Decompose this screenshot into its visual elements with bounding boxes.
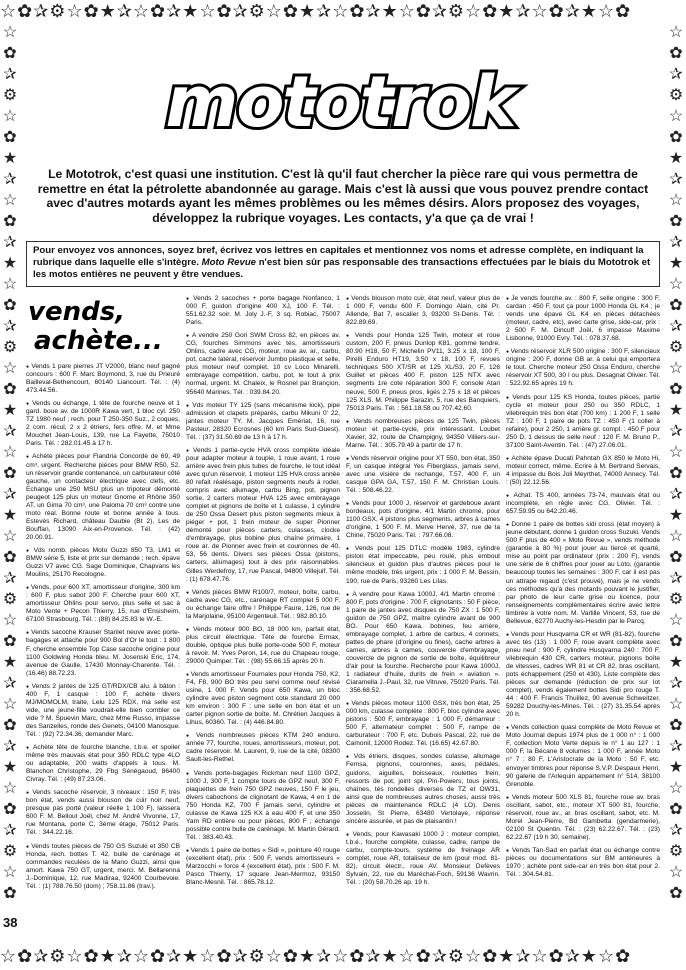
classified-ad: ● Vends 2 sacoches + porte bagage Nonfanco, 1 000 F, guidon d'origine 400 XJ, 100 F. Tél. : 551.62.32 soir. M. Joly J.-F, 3 sq. Robiac, 75007 Paris.	[186, 295, 340, 327]
decorative-border-left: ☆✿✰⚙☆✿★✰☆✿✰★☆✿✰⚙☆✿★✰☆✿✰★☆✿✰⚙☆✿★✰☆✿✰★☆✿✰⚙☆✿	[2, 24, 18, 902]
classified-ad: ● Vds moteur TY 125 (sans mécanisme kick), pipe admission et clapets préparés, carbu Mikuni 0' 22, jantes moteur TY. M. Jacques Emériat, 16, rue Pasteur, 28320 Ecrosnes (60 km Paris Sud-Ouest). Tél. : (37) 31.50.69 de 13 h à 17 h.	[186, 402, 340, 442]
classified-ad: ● Vends ou échange, 1 tête de fourche neuve et 1 gard. boue av. de 1000R Kawa vert, 1 bloc cyl. 250 TZ 1980 neuf ; rech. pour T 250-350 Suz., 2 coques, 2 com. récul, 2 x 2 étriers, fers offre. M. et Mme Mouchet Jean-Louis, 139, rue La Fayette, 75010 Paris. Tél. : 282.01.45 à 17 h.	[26, 400, 180, 448]
classified-ad: ● Achète pièces pour Flandria Concorde de 69, 49 cm³, urgent. Recherche pièces pour BMW R50, 52, un réservoir grande contenance, un carburateur côté gauche, un contacteur électrique avec clefs, etc. Echange une 250 MSU plus un tripoteur démonté peugeot 125 plus un moteur Gnome et Rhône 350 AT, un Gima 70 cm³, une Paloma 70 cm³ contre une moto réal. Bonne route et bonne année à tous. Estevès Richard, château Daubie (Bt 2), Les de Bouffan, 13090 Aix-en-Provence. Tél. : (42) 20.00.91.	[26, 453, 180, 542]
submission-notice	[26, 241, 660, 287]
svg-text:mototrok: mototrok	[165, 61, 515, 143]
classified-ad: ● Vends toutes pièces de 750 GS Suzuki et 350 CB Honda, rech. bottes T. 42, bulle de carénage et commandes reculées de la Mano Guzzi, ainsi que amort. Kawa 750 GT, urgent, merci. M. Bellarenna J.-Dominique, 12, rue Madiraa, 92400 Courbevoie. Tél. : (1) 788.76.50 (dom) ; 758.11.86 (trav.).	[26, 843, 180, 891]
classified-ad: ● Vends pour 125 DTLC modèle 1983, cylindre piston état impeccable, peu roulé, plus embout silencieux et guidon plus d'autres pièces pour le même modèle, très urgent, prix : 1 000 F. M. Bessin, 190, rue de Paris, 93260 Les Lilas.	[346, 545, 500, 585]
classified-ad: ● Vends 1 paire de bottes « Sidi », pointure 40 rouge (excellent état), prix : 500 F, vends amortisseurs « Marzocchi » force 4 (excellent état), prix : 500 F. M. Pasco Thierry, 17 square Jean-Mermoz, 93150 Blanc-Mesnil. Tél. : 865.78.12.	[186, 847, 340, 887]
svg-text:vends,: vends,	[28, 297, 126, 327]
classified-ad: ● Vds nomb. pièces Moto Guzzi 850 T3, LM1 et BMW série 5, liste et prix sur demande ; rech. épave Guzzi V7 avec CG. Sage Dominique, Chapvans les Moulins, 25170 Recologne.	[26, 547, 180, 579]
decorative-border-top: ☆✿✰⚙☆✿★✰☆✿✰★☆✿✰⚙☆✿★✰☆✿✰★☆✿✰⚙☆✿★✰☆✿✰★☆✿	[0, 1, 632, 21]
classified-ad: ● A vendre 250 Gori SWM Cross 82, en pièces av. CG, fourches Simmons avec tés, amortisseurs Ohlins, cadre avec CG, moteur, roue av. ar., carbu, pot, cache latéral, réservoir Jumbo plastique et selle, plus moteur neuf complet, 10 cv Loco Minarelli, embrayage compétition, carbu, pot, le tout à prix normal, urgent. M. Chaleix, le Rosnel par Brançion, 95640 Marines. Tél. : 039.84.20.	[186, 332, 340, 396]
classified-ad: ● Vends pour Honda 125 Twin, moteur et roue custom, 200 F, pneus Dunlop K81, gomme tendre, 80.90 H18, 50 F, Michelin PV11, 3.25 x 18, 100 F, Pirelli Enduro HT19, 3.50 x 18, 100 F, revues techniques 500 XT/SR et 125 XL/S3, 20 F, 126 Guillet et pièces 400 F, piston 125 NTX avec segments 1re cote réparation 300 F, console Atari neuve, 500 F, pneus pros, ligés 2.75 x 18 et pièces 125 XLS. M. Philippe Sarazin, 5, rue des Banquiers, 75013 Paris. Tél. : 561.18.58 ou 707.42.60.	[346, 332, 500, 412]
classified-ad: ● Vends réservoir XLR 500 origine : 300 F, silencieux origine : 200 F, donne GB ar. à celui qui emportera le tout. Cherche moteur 250 Ossa Enduro, cherche réservoir XT 500, 30 l ou plus. Desagnat Olivier. Tél. : 522.92.65 après 19 h.	[506, 348, 660, 388]
classified-ad: ● Vends 1 partie-cycle HVA cross complète idéale pour adapter moteur à toupie, 1 roue avant, 1 roue arrière avec frein plus tubes de fourche, le tout idéal avec qu'un réservoir, 1 moteur 125 HVA cross année 80 refait réalésage, piston segments neufs à roder, compris avec allumage, carbu Bing, pot, pignon sortie, 2 carters moteur HVA 125 avec embrayage complet et pignons de boîte et 1 culasse, 1 cylindre de 250 Ossa Desert plus piston segments mieux à piéger + pot, 1 frein moteur de super Pionner démonté pour pièces carters, culasses, clocke d'embrayage, plus bobine plus chaîne primaire, 1 roue ar. de Pionner avec frein et couronnes de 40, 53, 56 dents. Divers ses pièces Ossa (pistons, carters, allumages) tout à des prix raisonnables. Gilles Werdefroy, 17, rue Pascal, 94800 Villejuif. Tél. : (1) 678.47.76.	[186, 447, 340, 584]
notice-text-2: n'est bien sûr pas responsable des transactions effectuées par le biais du Mototrok et les motos entières ne peuvent y être vendues.	[33, 257, 651, 280]
classified-ad: ● Vends moteur 900 BO, 18 000 km, parfait état, plus circuit électrique. Tête de fourche Ermax, double, optique plus bulle porte-code 500 F, moteur à revoir. M. Yves Peron, 14, rue du Chapeau rouge, 29000 Quimper. Tél. : (98) 55.66.15 après 20 h.	[186, 626, 340, 666]
classified-ad: ● Vends nombreuses pièces de 125 Twin, pièces moteur et partie-cycle, prix intéressant. Loubet Xavier, 32, route de Champigny, 94350 Villiers-sur-Marne. Tél. : 305.79.49 à partir de 17 h.	[346, 418, 500, 450]
classified-columns	[26, 295, 660, 935]
mototrok-logo	[140, 58, 540, 148]
classified-ad: ● Vends blouson moto cuir, état neuf, valeur plus de 1 000 F, vendu 600 F. Domingo Alain, cité Pr. Allende, Bat 7, escalier 3, 93200 St-Denis. Tél. : 822.89.69.	[346, 295, 500, 327]
classified-ad: ● Vends réservoir origine pour XT 550, bon état, 350 F, un casque intégral Yes Fiberglass, jamais servi, avec une visière de rechange, T.57, 400 F, un casque GPA GA, T.57, 150 F. M. Christian Louis. Tél. : 508.46.22.	[346, 455, 500, 495]
column-3	[346, 295, 500, 935]
classified-ad: ● Vends 2 jantes de 125 GT/RDX/CB alu. à bâton : 400 F, 1 casque : 100 F, achète divers MJ/MOMOLM, traite, Lelu 125 RDX, ma selle est vide, une jeune-fille voudrait-elle bien combler ce vide ? M. Spuevin Marc, chez Mme Russo, impasse des Sanzelles, ronde des Genets, 04100 Manosque. Tél. : (92) 72.34.36, demander Marc.	[26, 683, 180, 739]
classified-ad: ● Achète épave Ducati Pahntah GX 850 le Moto Hi, moteur correct, même. Ecrire à M. Bertrand Servais, 4 impasse du Bois Joli Meyrthet, 74000 Annecy. Tél. : (50) 22.12.56.	[506, 455, 660, 487]
classified-ad: ● Vends pièces moteur 1100 GSX, très bon état, 25 000 km, culasse complète : 800 F, bloc cylindre avec pistons : 500 F, embrayage : 1 000 F, démarreur : 500 F, alternateur complet : 500 F, rampe de carburateur : 700 F, etc. Dubois Pascal, 22, rue de Camonil, 12000 Rodez. Tél. (16.65) 42.67.80.	[346, 700, 500, 748]
column-4	[506, 295, 660, 935]
classified-ad: ● Vends Tan-Sad en parfait état ou échange contre pièces ou documentations sur BM antérieures à 1970 ; achète pont side-car en très bon état pour 2. Tél. : 304.54.81.	[506, 847, 660, 879]
classified-ad: ● Vends pièces BMW R100/7, moteur, boîte, carbu, cadre avec CG, etc., carénage RT complet 5 000 F, ou échange faire offre ! Philippe Faure, 126, rue de la Marjolaine, 95100 Argenteuil. Tél. : 982.80.10.	[186, 589, 340, 621]
classified-ad: ● Vends nombreuses pièces KTM 240 enduro, année 77, fourche, roues, amortisseurs, moteur, pot, cadre réservoir. M. Laurent, 9, rue de la cité, 08300 Sault-les-Rethel.	[186, 732, 340, 764]
classified-ad: ● A vendre pour Kawa 1000J, 4/1 Martin chromé : 800 F, pots d'origine : 700 F, clignotants : 50 F pièce, 1 paire de jantes avec disques de 750 ZX : 1 500 F, guidon de 750 GPZ, maître cylindre avant de 900 BO. Pour 650 Kawa, bobines, feu arrière, embrayage complet, 1 arbre de carbus, 4 connets, pattes de phare (d'origine ou fines), cache arbres à cames, arbres à cames, couvercle d'embrayage, couvercle de pignon de sortie de boîte, équilibreur d'air pour la fourche. Recherche pour Kawa 1000J, 1 radiateur d'huile, durits de frein « aviation ». Ciaramella J.-Paul, 32, rue Vitruve, 75020 Paris. Tél. : 356.68.52.	[346, 591, 500, 696]
classified-ad: ● Vds étriers, disques, sondes culasse, allumage Femsa, pignons, couronnes, axes, pédales, guidons, aiguilles, boisseaux, roulettes frein, ressorts de pot, joint spi, Pin-Powers, tous joints, chaînes, tés rondelles diverses de TZ et OW31, ainsi que de nombreuses autres choses, aussi très pièces de maintenance RDLC (4 LO). Denis Josselin, St Pierre, 63480 Vertolaye, réponse sincère assurée, et pas de plaisantin !	[346, 753, 500, 825]
classified-ad: ● Vends sacoche Krauser Stanlet neuve avec porte-bagages et attache pour 900 Bol d'Or le tout : 1 800 F, cherche ensemble Top Case sacoche origine pour 1100 Goldwing Honda bleu. M. Josenski Eric, 174, avenue de Gaulle, 17430 Monnay-Charente. Tél. : (16.46) 88.72.23.	[26, 629, 180, 677]
classified-ad: ● Vends pour Husqvarna CR et WR (81-82), fourche avec tés (13) : 1 000 F, roue avant complète avec pneu neuf : 900 F, cylindre Husqvarna 240 : 700 F, vilebrequin 430 CR, carters moteur, pignons boîte de vitesses, cadres WR 81 et CR 82, bras oscillant, pots échappement (250 et 430). Liste complète des pièces sur demande (réduction de prix sur lot complet), vends également bottes Sidi pro rouge T. 44 : 400 F. Francis Thuillez, 90 avenue Schweitzer, 59282 Douchy-les-Mines. Tél. : (27) 31.35.54 après 20 h.	[506, 631, 660, 720]
classified-ad: ● Vends, pour 600 XT, amortisseur d'origine, 300 km : 600 F, plus sabot 200 F. Cherche pour 600 XT, amortisseur Ohlins pour servo, plus selle et sac à Moto Vente + Pecon Thierry, 15, rue d'Ensisheim, 67100 Strasbourg. Tél. : (88) 84.25.83 le W.-E.	[26, 584, 180, 624]
decorative-border-right: ☆✿✰⚙☆✿★✰☆✿✰★☆✿✰⚙☆✿★✰☆✿✰★☆✿✰⚙☆✿★✰☆✿✰★☆✿✰⚙☆✿	[668, 24, 684, 902]
classified-ad: ● Vends, pour Kawasaki 1000 J : moteur complet, t.b.é., fourche complète, culasse, cadre, rampe de carbu, compte-tours, système de freinage AR complet, roue AR, totaliseur de km (pour mod. 81-82), circuit électr., roue AV. Monsieur Defèves Sylvain, 22, rue du Maréchal-Foch, 59136 Wavrin. Tél. : (20) 58.70.26 ap. 19 h.	[346, 831, 500, 887]
notice-brand: Moto Revue	[201, 257, 257, 268]
svg-text:achète...: achète...	[34, 326, 163, 355]
classified-ad: ● Vends moteur 500 XLS 81, fourche roue av. bras oscillant, sabot, etc., moteur XT 500 81, fourche, réservoir, roue av., ar. bras oscillant, sabot, etc. M. Morel Jean-Pierre, Bd Gambetta (gendarmerie), 02100 St Quentin. Tél. : (23) 62.22.67. Tél. : (23) 62.22.67 (19 h 30, semaine).	[506, 794, 660, 842]
column-2	[186, 295, 340, 935]
classified-ad: ● Vends pour 1000 J, réservoir et gardeboue avant bordeaux, pots d'origine, 4/1 Martin chromé, pour 1100 GSX, 4 pistons plus segments, arbres à cames d'origine, 1 500 F. M. Merve Hervé, 37, rue de la Chine, 75020 Paris. Tél. : 797.66.08.	[346, 500, 500, 540]
classified-ad: ● Vends pour 125 KS Honda, toutes pièces, partie cycle et moteur pour 250 ou 350 RDLC, 1 vilebrequin très bon état (700 km) : 1 200 F, 1 selle TZ : 100 F, 1 paire de pots TZ : 450 F (1 coller à refaire), pour 2 250, 1 arrière gr. compl. : 450 F pour 250 D, 1 dessus de selle neuf : 120 F. M. Bruno P., 37100 Saint-Aventin. Tél. : (47) 27.06.01.	[506, 394, 660, 450]
page-number: 38	[3, 915, 18, 930]
decorative-border-bottom: ☆✿✰⚙☆✿★✰☆✿✰★☆✿✰⚙☆✿★✰☆✿✰★☆✿✰⚙☆✿★✰☆✿✰★☆✿	[0, 946, 632, 966]
classified-ad: ● Vends porte-bagages Rickman neuf 1100 GPZ, 1000 J, 300 F, 1 compte tours de GPZ neuf, 300 F, plaquettes de frein 750 GPZ neuves, 150 F le jeu, divers cabochons de clignotant de Kawa, 4 en 1 de 750 Honda KZ, 700 F jamais servi, cylindre et culasse de Kawa 125 KX à eau 400 F, et une 350 Yam RD entière ou pour pièces, 800 F ; échange possible contre bulle de carénage. M. Martin Gérard. Tél. : 383.40.43.	[186, 770, 340, 842]
classified-ad: ● Vends 1 pare pierres JT V2000, blanc neuf gagné concours : 600 F. Marc Boymond, 3, rue du Prieuré Bailleval-Bethencourt, 60140 Liancourt. Tél. : (4) 473.44.56.	[26, 363, 180, 395]
classified-ad: ● Vends sacoche réservoir, 3 niveaux : 150 F, très bon état, vends aussi blouson de cuir noir neuf, presque pas porté (valeur réelle 1 100 F), laissera 600 F. M. Belloul Joël, chez M. André Vivonne, 17, rue Montana, porte C, 3ème étage, 75012 Paris. Tél. : 344.22.16.	[26, 789, 180, 837]
classified-ad: ● Vends amortisseur Fournales pour Honda 750, K2, F4, F8, 900 BO très peu servi comme neuf révisé usine, 1 000 F. Vends pour 650 Kawa, un bloc cylindre avec piston segment cote standard 20 000 km environ : 300 F ; une selle en bon état et un carter pignon sortie de boîte. M. Chrétien Jacques à Lihus, 60360. Tél. : (4) 446.84.80.	[186, 671, 340, 727]
classified-ad: ● Donne 1 paire de bottes sidi cross (état moyen) à jeune débutant, donne 1 guidon cross Suzuki. Vends 500 F plus de 400 « Moto Revue », vends méthode (garantie à 80 %) pour jouer au tiercé et quarté, mise au point par ordinateur (prix : 200 F), vends une série de 6 chiffres pour jouer au Loto, (garantie beaucoup toutes les semaines : 300 F, car il est pas un attrape nigaud (c'est prouvé), mais je ne vends ces méthodes qu'à des motards pouvant le justifier, par photo de leur carte grise ou licence, pour renseignements complémentaires écrire avec lettre timbrée à votre nom. M. Varlille Vincent, 53, rue de Bellevue, 62770 Auchy-les-Hesdin par le Parcq.	[506, 521, 660, 626]
column-1	[26, 295, 180, 935]
section-heading-vends-achete	[26, 295, 180, 355]
classified-ad: ● Achète tête de fourche blanche, t.b.e. et spoiler même très mauvais état pour 350 RDLC type 4LO ou adaptable, 200 watts d'appels à tous. M. Blanchon Christophe, 29 Fbg Sénégaoud, 86400 Civray. Tél. : (49) 87.23.06.	[26, 744, 180, 784]
classified-ad: ● Vends collection quasi complète de Moto Revue et Moto Journal depuis 1974 plus de 1 000 n° : 1 000 F, collection Moto Verte depuis le n° 1 au 127 : 1 000 F, la Bécane 8 volumes : 1 000 F, année Moto n° 7 : 80 F, L'Aristocrate de la Moto : 50 F, etc. envoyer timbres pour réponse S.V.P. Despaux Henri, 90 galerie de l'Arlequin appartement n° 514, 38100 Grenoble.	[506, 724, 660, 788]
classified-ad: ● Je vends fourche av. : 800 F, selle origine : 300 F, cardan : 450 F, tout ça pour 1000 Honda GL K4 ; je vends une épave GL K4 en pièces détachées (moteur, cadre, etc), avec carte grise, side-car, prix : 2 500 F. M. Dincuff Joël, 6 impasse Maxime Lisbonne, 91000 Evry. Tél. : 078.37.68.	[506, 295, 660, 343]
intro-paragraph: Le Mototrok, c'est quasi une institution. C'est là qu'il faut chercher la pièce rare qui vous permettra de remettre en état la pétrolette abandonnée au garage. Mais c'est là aussi que vous pouvez prendre contact avec d'autres motards ayant les mêmes problèmes ou les mêmes désirs. Alors proposez des voyages, développez la rubrique voyages. Les contacts, y'a que ça de vrai !	[37, 167, 649, 225]
classified-ad: ● Achat. TS 400, années 73-74, mauvais état ou incomplète, en règle avec CG. Olivier. Tél. : 657.59.95 ou 642.20.46.	[506, 492, 660, 516]
notice-text-1: Pour envoyez vos annonces, soyez bref, écrivez vos lettres en capitales et mentionnez vos noms et adresse complète, en indiquant la rubrique dans laquelle elle s'intègre.	[33, 245, 644, 268]
